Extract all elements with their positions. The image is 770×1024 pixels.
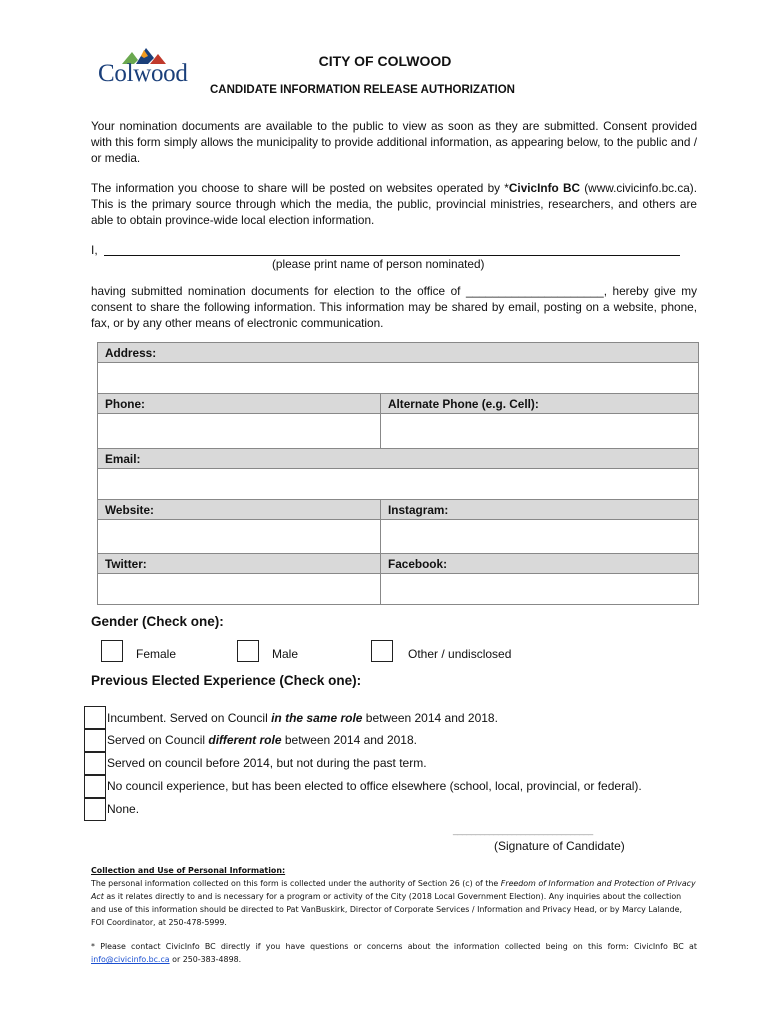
before-2014-checkbox[interactable] <box>84 752 106 775</box>
none-checkbox[interactable] <box>84 798 106 821</box>
alt-phone-label: Alternate Phone (e.g. Cell): <box>381 394 699 414</box>
form-title: CANDIDATE INFORMATION RELEASE AUTHORIZATION <box>210 84 515 96</box>
incumbent-checkbox[interactable] <box>84 706 106 729</box>
male-label: Male <box>272 647 299 661</box>
collection-notice: Collection and Use of Personal Information: The personal information collected on this form is collected under the authority of Section 26 (c) of the Freedom of Information and Protection of Privacy Act as it relates directly to and is necessary for a program or activity of the City (2018 Local Government Election). Any inquiries about the collection and use of this information should be directed to Pat VanBuskirk, Director of Corporate Services / Information and Privacy Head, or by Marcy Lalande, FOI Coordinator, at 250-478-5999. <box>91 866 696 927</box>
facebook-field[interactable] <box>381 574 699 605</box>
office-field[interactable]: _____________________ <box>465 284 604 298</box>
city-title: CITY OF COLWOOD <box>318 53 452 69</box>
phone-field[interactable] <box>98 414 381 449</box>
website-field[interactable] <box>98 520 381 554</box>
male-checkbox[interactable] <box>237 640 259 662</box>
alt-phone-field[interactable] <box>381 414 699 449</box>
incumbent-label: Incumbent. Served on Council in the same role between 2014 and 2018. <box>107 711 498 725</box>
twitter-field[interactable] <box>98 574 381 605</box>
different-role-checkbox[interactable] <box>84 729 106 752</box>
gender-heading: Gender (Check one): <box>91 614 224 629</box>
i-label: I, <box>91 243 98 257</box>
elsewhere-checkbox[interactable] <box>84 775 106 798</box>
facebook-label: Facebook: <box>381 554 699 574</box>
logo-text: Colwood <box>98 60 188 87</box>
candidate-name-field[interactable] <box>104 255 680 256</box>
other-gender-checkbox[interactable] <box>371 640 393 662</box>
consent-paragraph: having submitted nomination documents for election to the office of _____________________, hereby give my consent to share the following information. This information may be shared by email, posting on a website, phone, fax, or by any other means of electronic communication. <box>91 284 697 330</box>
address-field[interactable] <box>98 363 699 394</box>
civicinfo-email-link[interactable]: info@civicinfo.bc.ca <box>91 955 170 964</box>
other-gender-label: Other / undisclosed <box>408 647 512 661</box>
website-label: Website: <box>98 500 381 520</box>
instagram-label: Instagram: <box>381 500 699 520</box>
twitter-label: Twitter: <box>98 554 381 574</box>
experience-heading: Previous Elected Experience (Check one): <box>91 673 362 688</box>
intro-paragraph-2: The information you choose to share will be posted on websites operated by *CivicInfo BC (www.civicinfo.bc.ca). This is the primary source through which the media, the public, provincial ministries, researchers, and others are able to obtain province-wide local election information. <box>91 181 697 227</box>
female-label: Female <box>136 647 177 661</box>
contact-notice: * Please contact CivicInfo BC directly if you have questions or concerns about the information collected being on this form: CivicInfo BC at info@civicinfo.bc.ca or 250-383-4898. <box>91 942 697 964</box>
email-field[interactable] <box>98 469 699 500</box>
signature-caption: (Signature of Candidate) <box>494 839 625 853</box>
none-label: None. <box>107 802 140 816</box>
elsewhere-label: No council experience, but has been elected to office elsewhere (school, local, provincial, or federal). <box>107 779 642 793</box>
signature-line[interactable]: _______________________________ <box>453 825 593 835</box>
female-checkbox[interactable] <box>101 640 123 662</box>
phone-label: Phone: <box>98 394 381 414</box>
different-role-label: Served on Council different role between 2014 and 2018. <box>107 733 417 747</box>
email-label: Email: <box>98 449 699 469</box>
instagram-field[interactable] <box>381 520 699 554</box>
before-2014-label: Served on council before 2014, but not during the past term. <box>107 756 427 770</box>
address-label: Address: <box>98 343 699 363</box>
contact-info-table <box>97 342 699 605</box>
intro-paragraph-1: Your nomination documents are available to the public to view as soon as they are submitted. Consent provided with this form simply allows the municipality to provide additional information, as appearing below, to the public and / or media. <box>91 119 697 165</box>
name-caption: (please print name of person nominated) <box>272 257 485 271</box>
